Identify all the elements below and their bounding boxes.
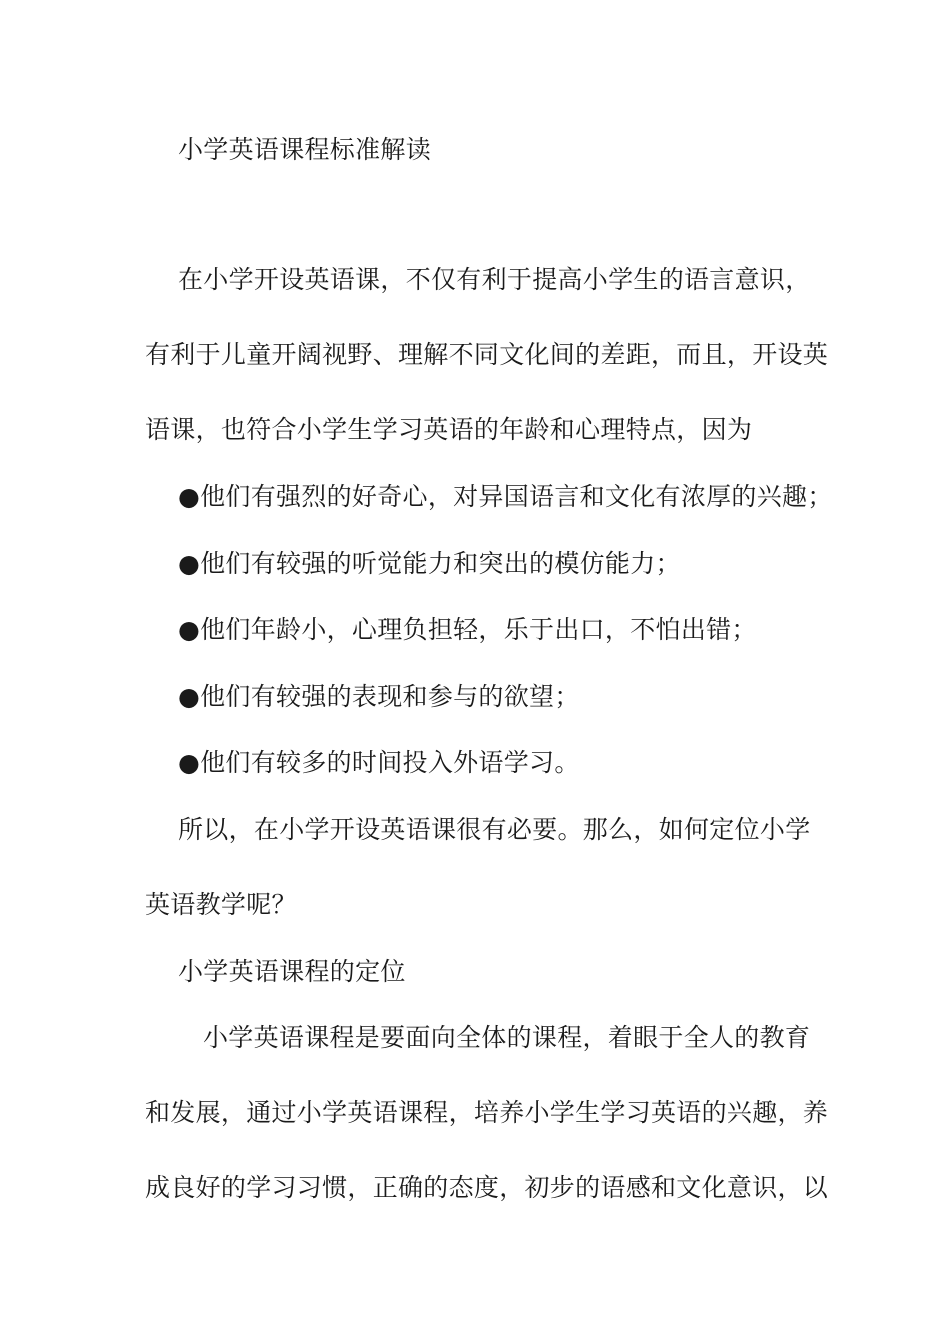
section-heading: 小学英语课程的定位 [178, 957, 406, 986]
bullet-item-5: ●他们有较多的时间投入外语学习。 [178, 748, 580, 777]
section-line-3: 成良好的学习习惯，正确的态度，初步的语感和文化意识，以 [145, 1173, 829, 1202]
section-line-2: 和发展，通过小学英语课程，培养小学生学习英语的兴趣，养 [145, 1098, 829, 1127]
bullet-item-3: ●他们年龄小，心理负担轻，乐于出口，不怕出错； [178, 615, 757, 644]
intro-line-3: 语课，也符合小学生学习英语的年龄和心理特点，因为 [145, 415, 753, 444]
bullet-item-1: ●他们有强烈的好奇心，对异国语言和文化有浓厚的兴趣； [178, 482, 833, 511]
intro-line-2: 有利于儿童开阔视野、理解不同文化间的差距，而且，开设英 [145, 340, 829, 369]
conclusion-line-2: 英语教学呢？ [145, 890, 297, 919]
section-line-1: 小学英语课程是要面向全体的课程，着眼于全人的教育 [203, 1023, 811, 1052]
bullet-item-4: ●他们有较强的表现和参与的欲望； [178, 682, 580, 711]
document-title: 小学英语课程标准解读 [178, 135, 432, 164]
intro-line-1: 在小学开设英语课，不仅有利于提高小学生的语言意识， [178, 265, 811, 294]
conclusion-line-1: 所以，在小学开设英语课很有必要。那么，如何定位小学 [178, 815, 811, 844]
bullet-item-2: ●他们有较强的听觉能力和突出的模仿能力； [178, 549, 681, 578]
